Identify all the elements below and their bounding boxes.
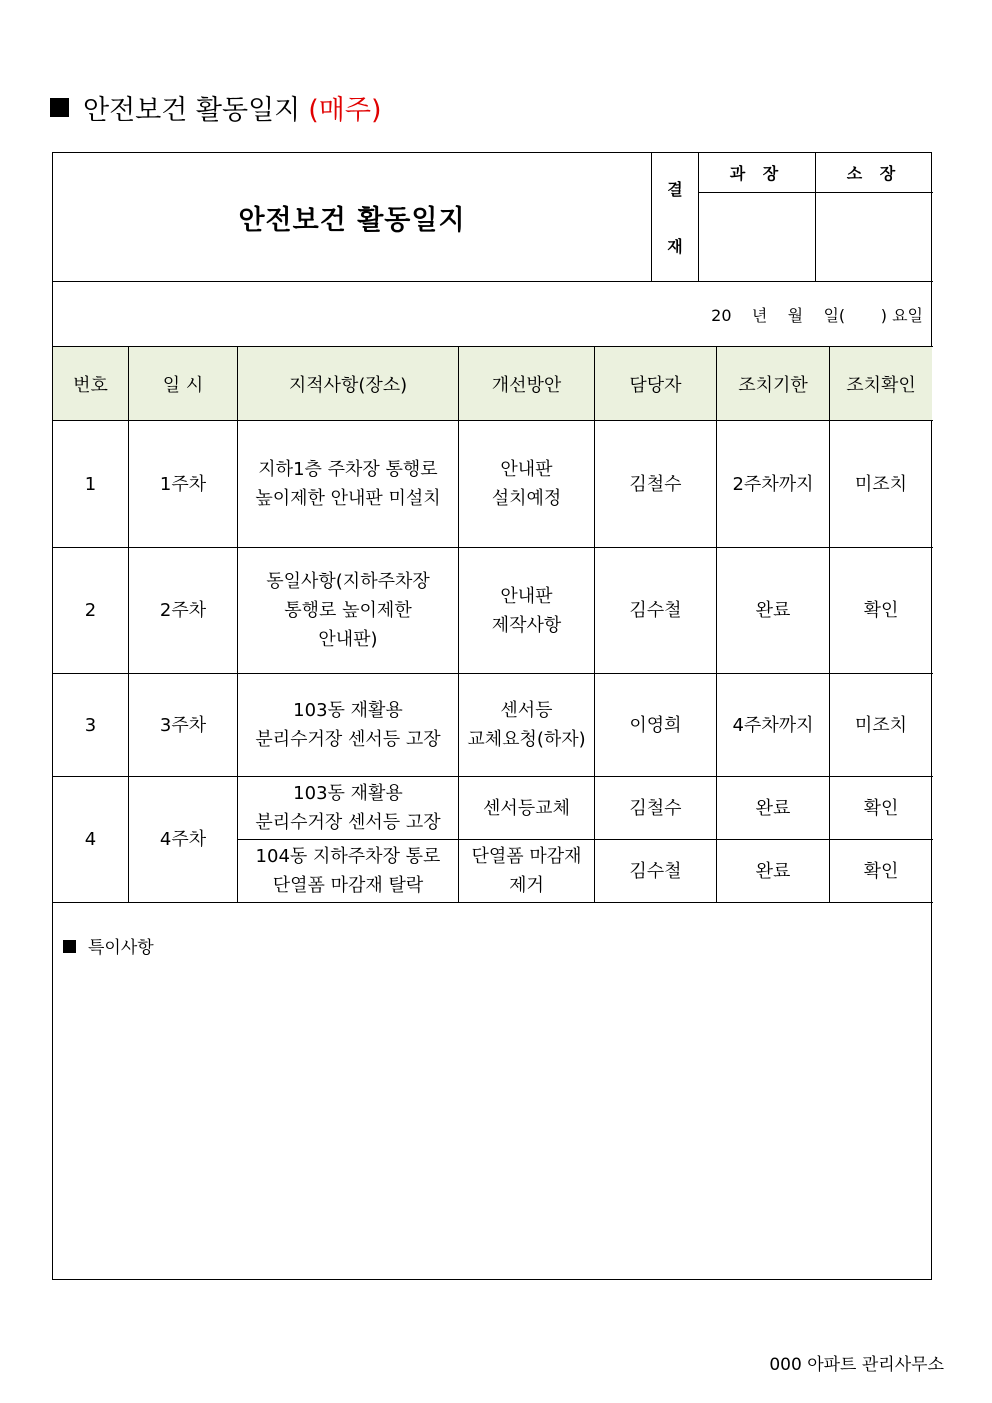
approver-title-director: 소 장 (846, 164, 902, 183)
row3-date: 3주차 (159, 714, 207, 736)
row3-status: 미조치 (854, 714, 908, 736)
row4a-plan: 센서등교체 (483, 797, 570, 819)
signature-box-director[interactable] (816, 193, 932, 281)
row4a-owner: 김철수 (629, 797, 682, 819)
row4-date: 4주차 (159, 829, 207, 850)
header-owner: 담당자 (629, 374, 682, 396)
row4b-plan: 단열폼 마감재 제거 (471, 846, 582, 896)
row4a-status: 확인 (863, 797, 899, 819)
approver-title-manager: 과 장 (729, 164, 785, 183)
row1-date: 1주차 (159, 473, 207, 495)
row1-owner: 김철수 (629, 473, 682, 495)
header-issue: 지적사항(장소) (288, 374, 408, 396)
row3-number: 3 (84, 714, 97, 736)
row1-status: 미조치 (854, 473, 908, 495)
row3-issue: 103동 재활용 분리수거장 센서등 고장 (255, 700, 441, 750)
row2-status: 확인 (863, 600, 899, 621)
page-heading (50, 88, 381, 127)
signature-box-manager[interactable] (699, 193, 815, 281)
row3-owner: 이영희 (629, 714, 682, 736)
row1-number: 1 (84, 473, 97, 495)
header-date: 일 시 (162, 374, 204, 396)
row3-plan: 센서등 교체요청(하자) (467, 700, 586, 750)
row4-number: 4 (84, 829, 97, 850)
square-bullet-icon (63, 940, 76, 953)
header-plan: 개선방안 (491, 374, 562, 396)
row2-deadline: 완료 (755, 600, 791, 621)
header-status: 조치확인 (846, 374, 916, 396)
row4a-issue: 103동 재활용 분리수거장 센서등 고장 (255, 783, 441, 833)
notes-section-label (63, 933, 154, 958)
row2-date: 2주차 (159, 600, 207, 621)
notes-area[interactable] (53, 963, 932, 1279)
row4b-owner: 김수철 (629, 860, 682, 882)
square-bullet-icon (50, 98, 69, 117)
form-title: 안전보건 활동일지 (238, 204, 466, 236)
header-deadline: 조치기한 (738, 374, 808, 396)
row2-plan: 안내판 제작사항 (491, 585, 562, 636)
row2-owner: 김수철 (629, 600, 682, 621)
approval-label-top: 결 (667, 180, 683, 199)
row4b-issue: 104동 지하주차장 통로 단열폼 마감재 탈락 (255, 846, 441, 896)
row1-deadline: 2주차까지 (732, 473, 814, 495)
date-line: 20 년 월 일( ) 요일 (711, 306, 923, 325)
page-heading-accent: (매주) (308, 95, 382, 126)
row2-number: 2 (84, 600, 97, 621)
row4b-deadline: 완료 (755, 860, 791, 882)
row4a-deadline: 완료 (755, 797, 791, 819)
row1-issue: 지하1층 주차장 통행로 높이제한 안내판 미설치 (255, 459, 441, 509)
notes-label-text: 특이사항 (88, 938, 154, 958)
approval-label (652, 153, 698, 281)
row2-issue: 동일사항(지하주차장 통행로 높이제한 안내판) (266, 571, 430, 650)
footer-office-name: 000 아파트 관리사무소 (769, 1355, 944, 1375)
activity-log-form (52, 152, 932, 1280)
approval-label-bottom: 재 (667, 237, 683, 256)
row3-deadline: 4주차까지 (732, 714, 814, 736)
row1-plan: 안내판 설치예정 (491, 459, 562, 509)
header-number: 번호 (73, 374, 108, 396)
page-heading-text: 안전보건 활동일지 (83, 95, 301, 126)
row4b-status: 확인 (863, 860, 899, 882)
